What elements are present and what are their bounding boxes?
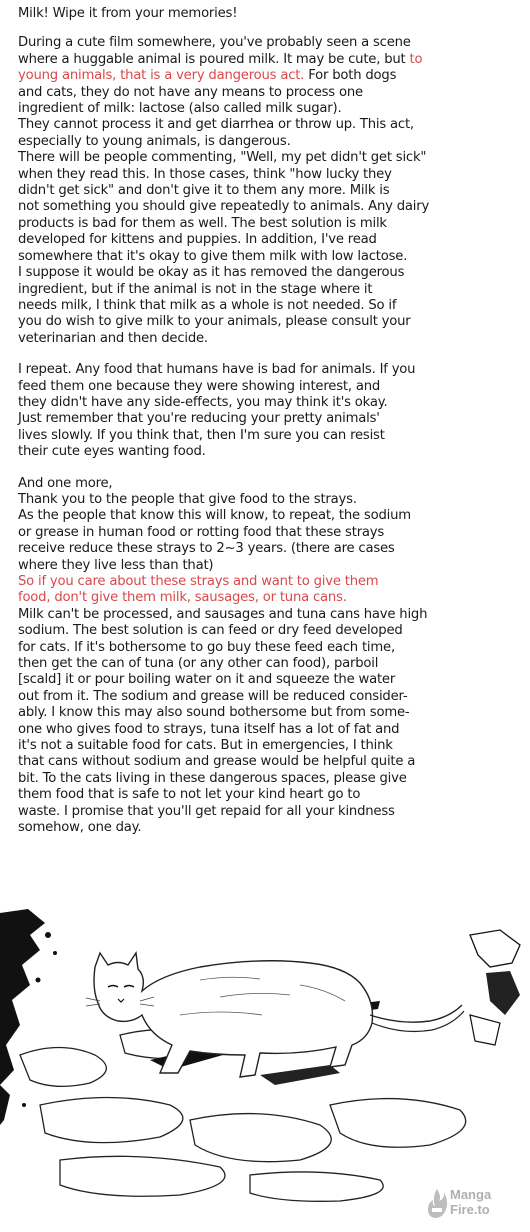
paragraph-milk xyxy=(18,35,518,347)
text-run: There will be people commenting, "Well, my pet didn't get sick" xyxy=(18,150,427,166)
text-run: that cans without sodium and grease would be helpful quite a xyxy=(18,754,416,770)
text-line xyxy=(18,444,518,460)
text-line xyxy=(18,508,518,524)
text-line xyxy=(18,623,518,639)
cat-ink-illustration xyxy=(0,905,530,1205)
text-run: I repeat. Any food that humans have is bad for animals. If you xyxy=(18,362,416,378)
text-run: receive reduce these strays to 2~3 years. (there are cases xyxy=(18,541,395,557)
text-line xyxy=(18,541,518,557)
text-line xyxy=(18,640,518,656)
text-run: one who gives food to strays, tuna itself has a lot of fat and xyxy=(18,721,400,737)
text-line xyxy=(18,411,518,427)
text-run: During a cute film somewhere, you've probably seen a scene xyxy=(18,35,411,51)
text-line xyxy=(18,705,518,721)
text-run: where a huggable animal is poured milk. It may be cute, but xyxy=(18,51,410,67)
text-line xyxy=(18,282,518,298)
watermark-line2: Fire.to xyxy=(450,1202,490,1217)
text-run: They cannot process it and get diarrhea or throw up. This act, xyxy=(18,117,414,133)
text-line xyxy=(18,134,518,150)
text-line xyxy=(18,183,518,199)
highlighted-text: young animals, that is a very dangerous act. xyxy=(18,68,305,84)
text-line xyxy=(18,331,518,347)
text-line xyxy=(18,298,518,314)
text-line xyxy=(18,492,518,508)
text-line xyxy=(18,672,518,688)
text-run: developed for kittens and puppies. In addition, I've read xyxy=(18,232,377,248)
text-run: you do wish to give milk to your animals, please consult your xyxy=(18,314,411,330)
text-line xyxy=(18,232,518,248)
text-line xyxy=(18,525,518,541)
text-line xyxy=(18,722,518,738)
text-line xyxy=(18,199,518,215)
text-run: where they live less than that) xyxy=(18,557,214,573)
text-run: veterinarian and then decide. xyxy=(18,330,208,346)
text-line xyxy=(18,689,518,705)
text-run: or grease in human food or rotting food that these strays xyxy=(18,524,385,540)
article-text xyxy=(18,6,518,852)
text-line xyxy=(18,249,518,265)
text-line xyxy=(18,379,518,395)
text-run: And one more, xyxy=(18,475,113,491)
text-line xyxy=(18,804,518,820)
text-run: then get the can of tuna (or any other can food), parboil xyxy=(18,656,379,672)
text-run: lives slowly. If you think that, then I'm sure you can resist xyxy=(18,427,385,443)
text-run: they didn't have any side-effects, you may think it's okay. xyxy=(18,394,388,410)
text-line xyxy=(18,117,518,133)
text-run: their cute eyes wanting food. xyxy=(18,444,206,460)
text-line xyxy=(18,314,518,330)
mangafire-watermark xyxy=(426,1186,518,1222)
text-run: somehow, one day. xyxy=(18,820,142,836)
text-run: when they read this. In those cases, think "how lucky they xyxy=(18,166,392,182)
text-run: feed them one because they were showing interest, and xyxy=(18,378,381,394)
text-line xyxy=(18,771,518,787)
paragraph-strays xyxy=(18,476,518,837)
text-line xyxy=(18,590,518,606)
text-line xyxy=(18,167,518,183)
highlighted-text: to xyxy=(409,51,423,67)
page-title: Milk! Wipe it from your memories! xyxy=(18,6,238,21)
text-run: them food that is safe to not let your kind heart go to xyxy=(18,787,361,803)
text-run: not something you should give repeatedly to animals. Any dairy xyxy=(18,199,430,215)
text-line xyxy=(18,787,518,803)
text-line xyxy=(18,68,518,84)
flame-logo-icon xyxy=(426,1188,448,1220)
text-line xyxy=(18,820,518,836)
text-line xyxy=(18,362,518,378)
text-run: Thank you to the people that give food to the strays. xyxy=(18,491,357,507)
text-run: products is bad for them as well. The best solution is milk xyxy=(18,215,387,231)
text-run: especially to young animals, is dangerous. xyxy=(18,133,291,149)
text-run: and cats, they do not have any means to process one xyxy=(18,84,363,100)
text-line xyxy=(18,558,518,574)
text-line xyxy=(18,265,518,281)
text-run: For both dogs xyxy=(304,68,397,84)
text-run: somewhere that it's okay to give them milk with low lactose. xyxy=(18,248,408,264)
text-run: waste. I promise that you'll get repaid for all your kindness xyxy=(18,803,395,819)
text-line xyxy=(18,656,518,672)
text-line xyxy=(18,35,518,51)
text-line xyxy=(18,150,518,166)
text-line xyxy=(18,476,518,492)
text-line xyxy=(18,574,518,590)
text-run: for cats. If it's bothersome to go buy these feed each time, xyxy=(18,639,395,655)
text-run: out from it. The sodium and grease will be reduced consider- xyxy=(18,688,408,704)
text-line xyxy=(18,428,518,444)
text-run: ingredient, but if the animal is not in the stage where it xyxy=(18,281,373,297)
text-line xyxy=(18,738,518,754)
text-run: needs milk, I think that milk as a whole is not needed. So if xyxy=(18,297,397,313)
text-run: [scald] it or pour boiling water on it and squeeze the water xyxy=(18,672,396,688)
text-run: didn't get sick" and don't give it to them any more. Milk is xyxy=(18,183,390,199)
text-line xyxy=(18,52,518,68)
text-run: Just remember that you're reducing your pretty animals' xyxy=(18,411,380,427)
text-run: sodium. The best solution is can feed or dry feed developed xyxy=(18,623,403,639)
text-line xyxy=(18,101,518,117)
text-line xyxy=(18,754,518,770)
text-run: ably. I know this may also sound bothersome but from some- xyxy=(18,705,410,721)
text-line xyxy=(18,85,518,101)
text-run: it's not a suitable food for cats. But in emergencies, I think xyxy=(18,738,393,754)
highlighted-text: So if you care about these strays and want to give them xyxy=(18,574,379,589)
paragraph-human-food xyxy=(18,362,518,460)
text-run: As the people that know this will know, to repeat, the sodium xyxy=(18,508,411,524)
text-run: Milk can't be processed, and sausages and tuna cans have high xyxy=(18,606,428,622)
text-line xyxy=(18,607,518,623)
text-run: I suppose it would be okay as it has removed the dangerous xyxy=(18,265,405,281)
highlighted-text: food, don't give them milk, sausages, or tuna cans. xyxy=(18,590,347,606)
text-run: ingredient of milk: lactose (also called milk sugar). xyxy=(18,101,342,117)
text-run: bit. To the cats living in these dangerous spaces, please give xyxy=(18,770,407,786)
text-line xyxy=(18,216,518,232)
text-line xyxy=(18,395,518,411)
watermark-line1: Manga xyxy=(450,1187,492,1202)
